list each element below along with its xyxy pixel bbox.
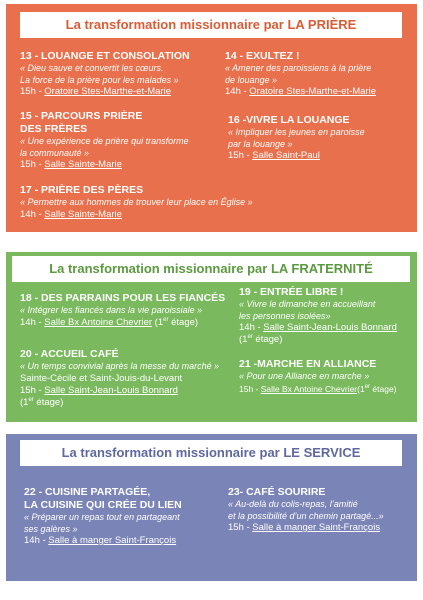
workshop-quote: « Vivre le dimanche en accueillant	[239, 299, 376, 309]
workshop-location: 15h - Oratoire Stes-Marthe-et-Marie	[20, 86, 171, 97]
section-banner: La transformation missionnaire par LA PRIÈRE	[20, 12, 402, 38]
section-banner: La transformation missionnaire par LA FRATERNITÉ	[12, 256, 410, 282]
workshop-location: 14h - Salle Bx Antoine Chevrier (1er étage)	[20, 316, 199, 328]
workshop-title: 18 - DES PARRAINS POUR LES FIANCÉS	[20, 292, 226, 304]
workshop-location: 14h - Salle Sainte-Marie	[20, 208, 122, 220]
workshop-title: 20 - ACCUEIL CAFÉ	[20, 348, 119, 360]
workshop-quote: « Permettre aux hommes de trouver leur place en Église »	[20, 197, 253, 207]
workshop-location: 14h - Oratoire Stes-Marthe-et-Marie	[225, 86, 376, 97]
workshop-quote: La force de la prière pour les malades »	[20, 74, 179, 85]
workshop-title: 23- CAFÉ SOURIRE	[228, 486, 326, 498]
section-priere	[6, 4, 417, 232]
section-service	[6, 434, 417, 581]
workshop-location: 15h - Salle Saint-Jean-Louis Bonnard	[20, 384, 178, 396]
workshop-location: 14h - Salle à manger Saint-François	[24, 535, 177, 546]
workshop-quote: « Impliquer les jeunes en paroisse	[228, 127, 365, 137]
workshop-title: 15 - PARCOURS PRIÈRE	[20, 110, 143, 122]
workshop-location: 15h - Salle Bx Antoine Chevrier(1er étage)	[239, 383, 397, 394]
workshop-location: 14h - Salle Saint-Jean-Louis Bonnard	[239, 322, 397, 333]
workshop-title: 16 -VIVRE LA LOUANGE	[228, 114, 350, 126]
workshop-19	[239, 286, 415, 346]
workshop-quote: ses galères »	[24, 523, 78, 534]
floor-info: (1er étage)	[20, 396, 64, 408]
workshop-title: 14 - EXULTEZ !	[225, 50, 300, 62]
workshop-title: 19 - ENTRÉE LIBRE !	[239, 286, 344, 298]
workshop-location: 15h - Salle Sainte-Marie	[20, 159, 122, 170]
workshop-18	[20, 292, 240, 329]
workshop-22	[24, 486, 224, 547]
workshop-title: 22 - CUISINE PARTAGÉE,	[24, 486, 151, 498]
location-link[interactable]: Salle à manger Saint-François	[252, 522, 381, 533]
workshop-quote: « Amener des paroissiens à la prière	[225, 63, 372, 73]
location-link[interactable]: Salle Sainte-Marie	[44, 159, 122, 170]
location-link[interactable]: Oratoire Stes-Marthe-et-Marie	[44, 86, 171, 97]
workshop-17	[20, 184, 410, 221]
workshop-quote: la communauté »	[20, 147, 90, 158]
workshop-15	[20, 110, 225, 171]
workshop-title: LA CUISINE QUI CRÉE DU LIEN	[24, 499, 182, 511]
workshop-quote: « Pour une Alliance en marche »	[239, 371, 370, 381]
floor-info: (1er étage)	[239, 333, 283, 345]
workshop-20	[20, 348, 240, 409]
workshop-quote: de louange »	[225, 74, 278, 85]
workshop-title: DES FRÈRES	[20, 123, 88, 135]
workshop-16	[228, 114, 413, 162]
workshop-21	[239, 358, 417, 395]
workshop-quote: « Une expérience de prière qui transforme	[20, 136, 189, 146]
location-link[interactable]: Salle Bx Antoine Chevrier	[260, 383, 358, 394]
workshop-parishes: Sainte-Cécile et Saint-Jouis-du-Levant	[20, 372, 183, 384]
workshop-23	[228, 486, 413, 534]
workshop-quote: « Préparer un repas tout en partageant	[24, 512, 180, 522]
workshop-quote: par la louange »	[228, 138, 293, 149]
location-link[interactable]: Salle Saint-Jean-Louis Bonnard	[263, 322, 397, 333]
section-fraternite	[6, 252, 417, 422]
workshop-quote: et la possibilité d’un chemin partagé...»	[228, 510, 384, 521]
workshop-title: 13 - LOUANGE ET CONSOLATION	[20, 50, 190, 62]
workshop-title: 21 -MARCHE EN ALLIANCE	[239, 358, 377, 370]
location-link[interactable]: Salle Saint-Paul	[252, 150, 320, 161]
workshop-quote: « Un temps convivial après la messe du marché »	[20, 361, 220, 371]
location-link[interactable]: Salle à manger Saint-François	[48, 535, 177, 546]
location-link[interactable]: Salle Sainte-Marie	[44, 208, 122, 220]
location-link[interactable]: Oratoire Stes-Marthe-et-Marie	[249, 86, 376, 97]
section-banner: La transformation missionnaire par LE SERVICE	[20, 440, 402, 466]
workshop-14	[225, 50, 415, 98]
workshop-location: 15h - Salle à manger Saint-François	[228, 522, 381, 533]
workshop-quote: les personnes isolées»	[239, 310, 331, 321]
location-link[interactable]: Salle Bx Antoine Chevrier	[44, 316, 153, 328]
workshop-quote: « Au-delà du colis-repas, l’amitié	[228, 499, 358, 509]
workshop-quote: « Intégrer les fiancés dans la vie paroissiale »	[20, 305, 203, 315]
workshop-13	[20, 50, 225, 98]
workshop-quote: « Dieu sauve et convertit les cœurs.	[20, 63, 164, 73]
location-link[interactable]: Salle Saint-Jean-Louis Bonnard	[44, 384, 178, 396]
workshop-location: 15h - Salle Saint-Paul	[228, 150, 320, 161]
workshop-title: 17 - PRIÈRE DES PÈRES	[20, 184, 144, 196]
